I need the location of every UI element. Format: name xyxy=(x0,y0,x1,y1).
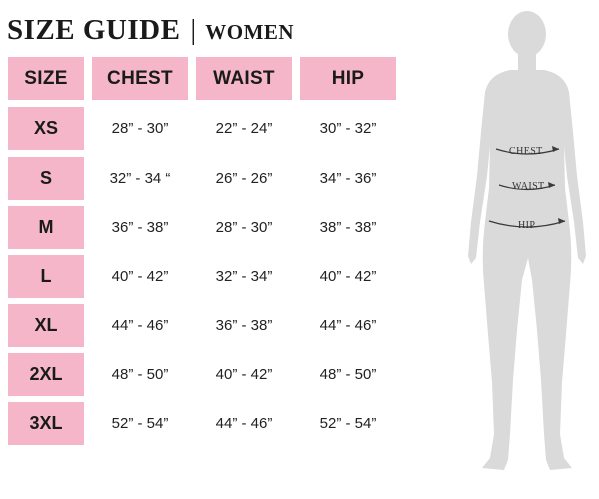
chest-cell: 52” - 54” xyxy=(111,415,169,432)
hip-cell: 48” - 50” xyxy=(319,366,377,383)
chest-cell: 32” - 34 “ xyxy=(109,170,171,187)
waist-measure-label: WAIST xyxy=(512,181,545,192)
hip-cell: 30” - 32” xyxy=(319,120,377,137)
chest-cell: 28” - 30” xyxy=(111,120,169,137)
hip-measure-label: HIP xyxy=(518,220,536,231)
chest-cell: 48” - 50” xyxy=(111,366,169,383)
waist-cell: 40” - 42” xyxy=(215,366,273,383)
header-chest: CHEST xyxy=(92,57,188,100)
chest-cell: 40” - 42” xyxy=(111,268,169,285)
female-body-silhouette-icon xyxy=(462,8,592,476)
chest-cell: 44” - 46” xyxy=(111,317,169,334)
waist-cell: 44” - 46” xyxy=(215,415,273,432)
page-title xyxy=(7,14,294,47)
size-cell: 2XL xyxy=(8,353,84,396)
hip-cell: 38” - 38” xyxy=(319,219,377,236)
size-cell: 3XL xyxy=(8,402,84,445)
waist-cell: 28” - 30” xyxy=(215,219,273,236)
hip-cell: 40” - 42” xyxy=(319,268,377,285)
size-cell: XS xyxy=(8,107,84,150)
size-cell: S xyxy=(8,157,84,200)
header-hip: HIP xyxy=(300,57,396,100)
waist-cell: 22” - 24” xyxy=(215,120,273,137)
size-cell: L xyxy=(8,255,84,298)
body-figure xyxy=(462,8,592,476)
header-waist: WAIST xyxy=(196,57,292,100)
hip-cell: 34” - 36” xyxy=(319,170,377,187)
size-cell: M xyxy=(8,206,84,249)
title-main: SIZE GUIDE xyxy=(7,14,181,46)
waist-cell: 26” - 26” xyxy=(215,170,273,187)
title-separator: | xyxy=(190,14,197,46)
waist-cell: 32” - 34” xyxy=(215,268,273,285)
chest-cell: 36” - 38” xyxy=(111,219,169,236)
header-size: SIZE xyxy=(8,57,84,100)
waist-cell: 36” - 38” xyxy=(215,317,273,334)
size-cell: XL xyxy=(8,304,84,347)
chest-measure-label: CHEST xyxy=(509,146,543,157)
hip-cell: 52” - 54” xyxy=(319,415,377,432)
hip-cell: 44” - 46” xyxy=(319,317,377,334)
title-subtitle: WOMEN xyxy=(205,20,295,44)
